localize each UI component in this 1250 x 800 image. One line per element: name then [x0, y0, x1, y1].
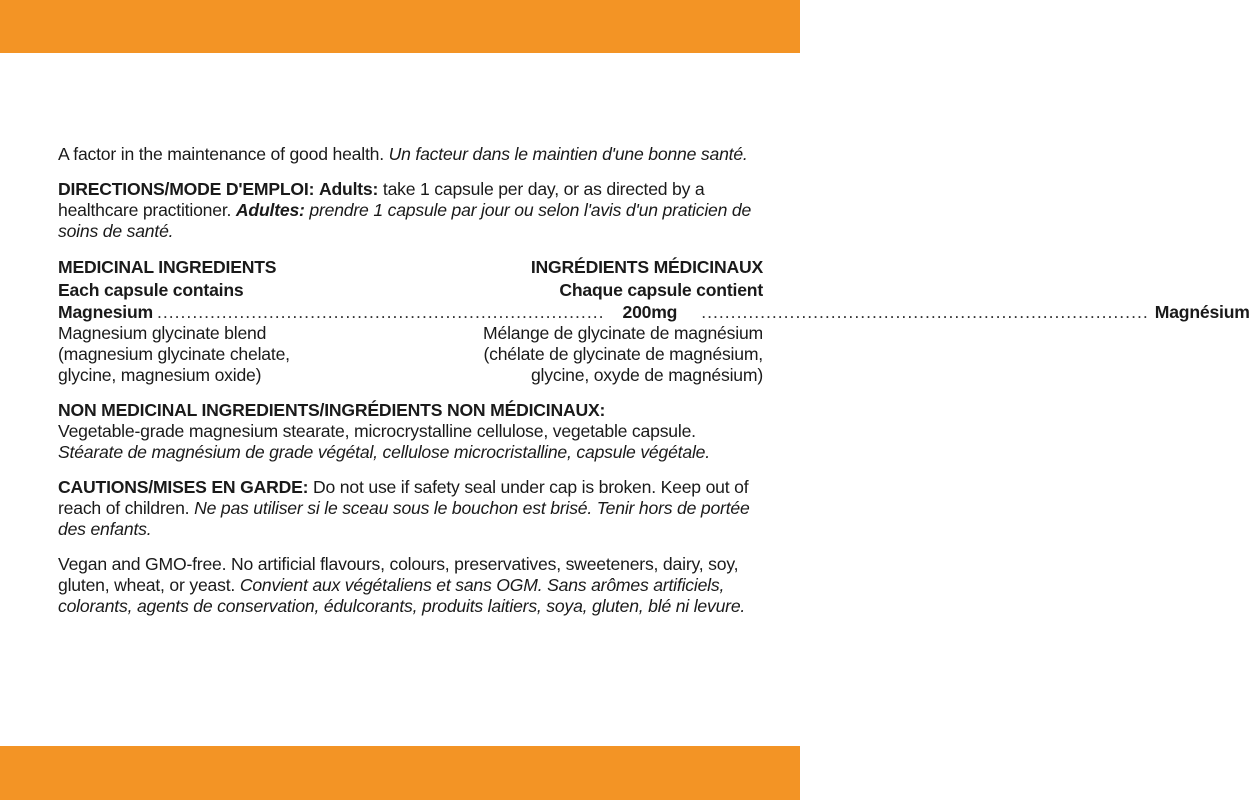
desc-fr-line: Mélange de glycinate de magnésium — [483, 323, 763, 343]
cautions-section — [58, 477, 763, 540]
ingredient-description-en — [58, 323, 411, 386]
ingredient-name-en: Magnesium — [58, 302, 153, 322]
directions-adults-en: Adults: — [318, 179, 379, 199]
label-panel — [58, 144, 1250, 617]
each-capsule-fr: Chaque capsule contient — [559, 280, 763, 300]
directions-adults-fr: Adultes: — [235, 200, 305, 220]
intro-fr: Un facteur dans le maintien d'une bonne santé. — [388, 144, 748, 164]
medicinal-heading-en: MEDICINAL INGREDIENTS — [58, 257, 277, 277]
desc-en-line: glycine, magnesium oxide) — [58, 365, 262, 385]
non-medicinal-text-en: Vegetable-grade magnesium stearate, microcrystalline cellulose, vegetable capsule. — [58, 421, 696, 441]
intro-claim — [58, 144, 763, 165]
intro-en: A factor in the maintenance of good health. — [58, 144, 384, 164]
claims-text-en: Vegan and GMO-free. No artificial flavours, colours, preservatives, sweeteners, dairy, soy, gluten, wheat, or yeast. — [58, 554, 739, 595]
desc-en-line: Magnesium glycinate blend — [58, 323, 267, 343]
dot-leader-left: ............................................................................ — [156, 302, 605, 322]
magnesium-dose-row — [58, 301, 1250, 323]
dot-leader-right: ............................................................................ — [701, 302, 1149, 322]
cautions-text-fr: Ne pas utiliser si le sceau sous le bouchon est brisé. Tenir hors de portée des enfants. — [58, 498, 750, 539]
directions-section — [58, 179, 763, 242]
claims-section — [58, 554, 763, 617]
bottom-accent-band — [0, 746, 800, 800]
top-accent-band — [0, 0, 800, 53]
non-medicinal-heading: NON MEDICINAL INGREDIENTS/INGRÉDIENTS NON MÉDICINAUX: — [58, 400, 606, 420]
desc-fr-line: glycine, oxyde de magnésium) — [530, 365, 763, 385]
each-capsule-en: Each capsule contains — [58, 280, 244, 300]
directions-text-fr: prendre 1 capsule par jour ou selon l'avis d'un praticien de soins de santé. — [58, 200, 752, 241]
non-medicinal-section — [58, 400, 763, 463]
desc-fr-line: (chélate de glycinate de magnésium, — [483, 344, 763, 364]
cautions-heading: CAUTIONS/MISES EN GARDE: — [58, 477, 309, 497]
non-medicinal-text-fr: Stéarate de magnésium de grade végétal, cellulose microcristalline, capsule végétale. — [58, 442, 710, 462]
desc-en-line: (magnesium glycinate chelate, — [58, 344, 290, 364]
medicinal-heading-fr: INGRÉDIENTS MÉDICINAUX — [530, 257, 763, 277]
directions-text-en: take 1 capsule per day, or as directed by a healthcare practitioner. — [58, 179, 705, 220]
ingredient-name-fr: Magnésium — [1154, 302, 1250, 322]
cautions-text-en: Do not use if safety seal under cap is broken. Keep out of reach of children. — [58, 477, 749, 518]
each-capsule-row — [58, 279, 763, 301]
directions-heading: DIRECTIONS/MODE D'EMPLOI: — [58, 179, 315, 199]
medicinal-heading-row — [58, 256, 763, 279]
claims-text-fr: Convient aux végétaliens et sans OGM. Sans arômes artificiels, colorants, agents de conservation, édulcorants, produits laitiers, soya, gluten, blé ni levure. — [58, 575, 746, 616]
medicinal-ingredients-section — [58, 256, 1250, 386]
ingredient-description-fr — [411, 323, 764, 386]
ingredient-description — [58, 323, 763, 386]
ingredient-dose: 200mg — [622, 302, 678, 322]
